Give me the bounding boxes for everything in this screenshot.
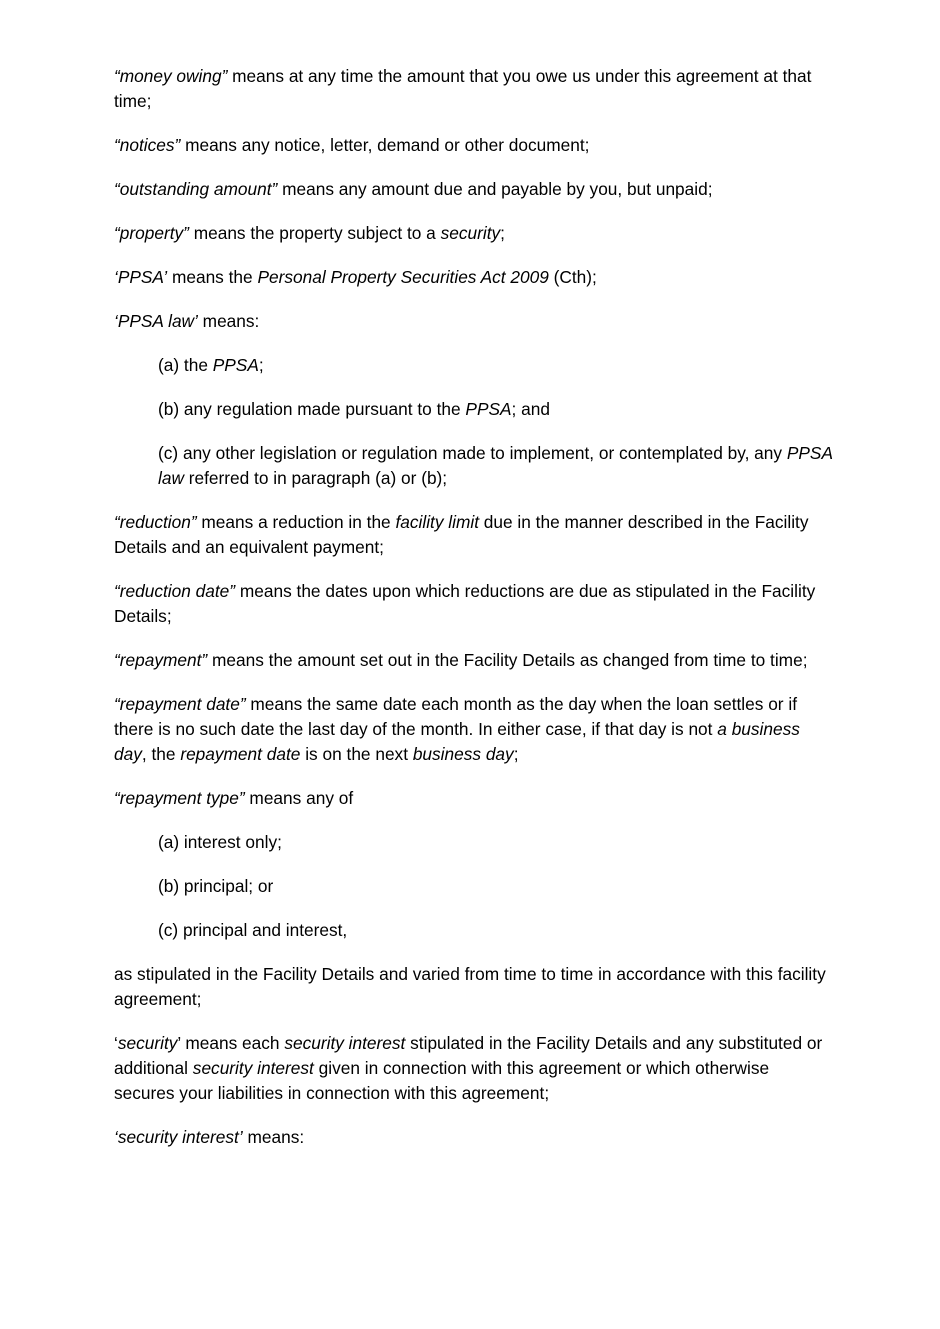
italic-term: facility limit xyxy=(395,512,479,532)
definition-paragraph xyxy=(114,786,834,811)
definition-paragraph xyxy=(114,1125,834,1150)
text-run: ; xyxy=(258,355,264,375)
definition-paragraph xyxy=(114,177,834,202)
text-run: (c) principal and interest, xyxy=(158,920,348,940)
text-run: (b) principal; or xyxy=(158,876,274,896)
text-run: (a) interest only; xyxy=(158,832,282,852)
sub-paragraph xyxy=(114,874,834,899)
text-run: (c) any other legislation or regulation made to implement, or contemplated by, any xyxy=(158,443,787,463)
sub-paragraph xyxy=(114,353,834,378)
definition-paragraph xyxy=(114,1031,834,1106)
definition-paragraph xyxy=(114,510,834,560)
italic-term: “money owing” xyxy=(114,66,228,86)
text-run: (b) any regulation made pursuant to the xyxy=(158,399,466,419)
italic-term: “reduction date” xyxy=(114,581,236,601)
italic-term: “reduction” xyxy=(114,512,197,532)
italic-term: Personal Property Securities Act 2009 xyxy=(257,267,549,287)
italic-term: “repayment type” xyxy=(114,788,245,808)
italic-term: ‘security interest’ xyxy=(114,1127,243,1147)
italic-term: repayment date xyxy=(180,744,301,764)
text-run: ; xyxy=(513,744,519,764)
italic-term: security interest xyxy=(192,1058,314,1078)
text-run: given in connection with this agreement or which otherwise secures your liabilities in connection with this agreement; xyxy=(114,1058,770,1103)
italic-term: ‘PPSA’ xyxy=(114,267,168,287)
text-run: means the amount set out in the Facility Details as changed from time to time; xyxy=(207,650,808,670)
text-run: means at any time the amount that you owe us under this agreement at that time; xyxy=(114,66,812,111)
italic-term: “repayment” xyxy=(114,650,208,670)
text-run: stipulated in the Facility Details and any substituted or additional xyxy=(114,1033,823,1078)
italic-term: PPSA xyxy=(212,355,259,375)
definition-paragraph xyxy=(114,265,834,290)
text-run: ‘ xyxy=(114,1033,118,1053)
text-run: due in the manner described in the Facility Details and an equivalent payment; xyxy=(114,512,809,557)
italic-term: business day xyxy=(412,744,514,764)
definition-paragraph xyxy=(114,133,834,158)
text-run: is on the next xyxy=(300,744,413,764)
definition-paragraph xyxy=(114,692,834,767)
text-run: referred to in paragraph (a) or (b); xyxy=(183,468,448,488)
definition-paragraph xyxy=(114,221,834,246)
text-run: means the xyxy=(167,267,258,287)
text-run: means any amount due and payable by you, but unpaid; xyxy=(277,179,713,199)
italic-term: “outstanding amount” xyxy=(114,179,278,199)
text-run: means the same date each month as the day when the loan settles or if there is no such date the last day of the month. In either case, if that day is not xyxy=(114,694,797,739)
text-run: means a reduction in the xyxy=(196,512,396,532)
text-run: ; and xyxy=(511,399,550,419)
text-run: means the property subject to a xyxy=(188,223,441,243)
italic-term: security interest xyxy=(284,1033,406,1053)
text-run: ’ means each xyxy=(177,1033,285,1053)
italic-term: “repayment date” xyxy=(114,694,246,714)
text-run: , the xyxy=(141,744,181,764)
definition-paragraph xyxy=(114,309,834,334)
document-page xyxy=(114,64,834,1169)
sub-paragraph xyxy=(114,397,834,422)
text-run: ; xyxy=(500,223,505,243)
italic-term: PPSA xyxy=(465,399,512,419)
definition-paragraph xyxy=(114,648,834,673)
text-run: (a) the xyxy=(158,355,213,375)
text-run: means any of xyxy=(244,788,354,808)
italic-term: security xyxy=(117,1033,178,1053)
sub-paragraph xyxy=(114,918,834,943)
definition-paragraph xyxy=(114,962,834,1012)
italic-term: security xyxy=(440,223,501,243)
italic-term: “property” xyxy=(114,223,189,243)
definition-paragraph xyxy=(114,64,834,114)
italic-term: a business day xyxy=(114,719,800,764)
text-run: means: xyxy=(242,1127,305,1147)
text-run: as stipulated in the Facility Details and varied from time to time in accordance with this facility agreement; xyxy=(114,964,826,1009)
text-run: (Cth); xyxy=(548,267,597,287)
italic-term: ‘PPSA law’ xyxy=(114,311,198,331)
italic-term: PPSA law xyxy=(158,443,833,488)
definition-paragraph xyxy=(114,579,834,629)
text-run: means any notice, letter, demand or other document; xyxy=(180,135,590,155)
sub-paragraph xyxy=(114,830,834,855)
text-run: means: xyxy=(197,311,260,331)
text-run: means the dates upon which reductions are due as stipulated in the Facility Details; xyxy=(114,581,816,626)
sub-paragraph xyxy=(114,441,834,491)
italic-term: “notices” xyxy=(114,135,181,155)
